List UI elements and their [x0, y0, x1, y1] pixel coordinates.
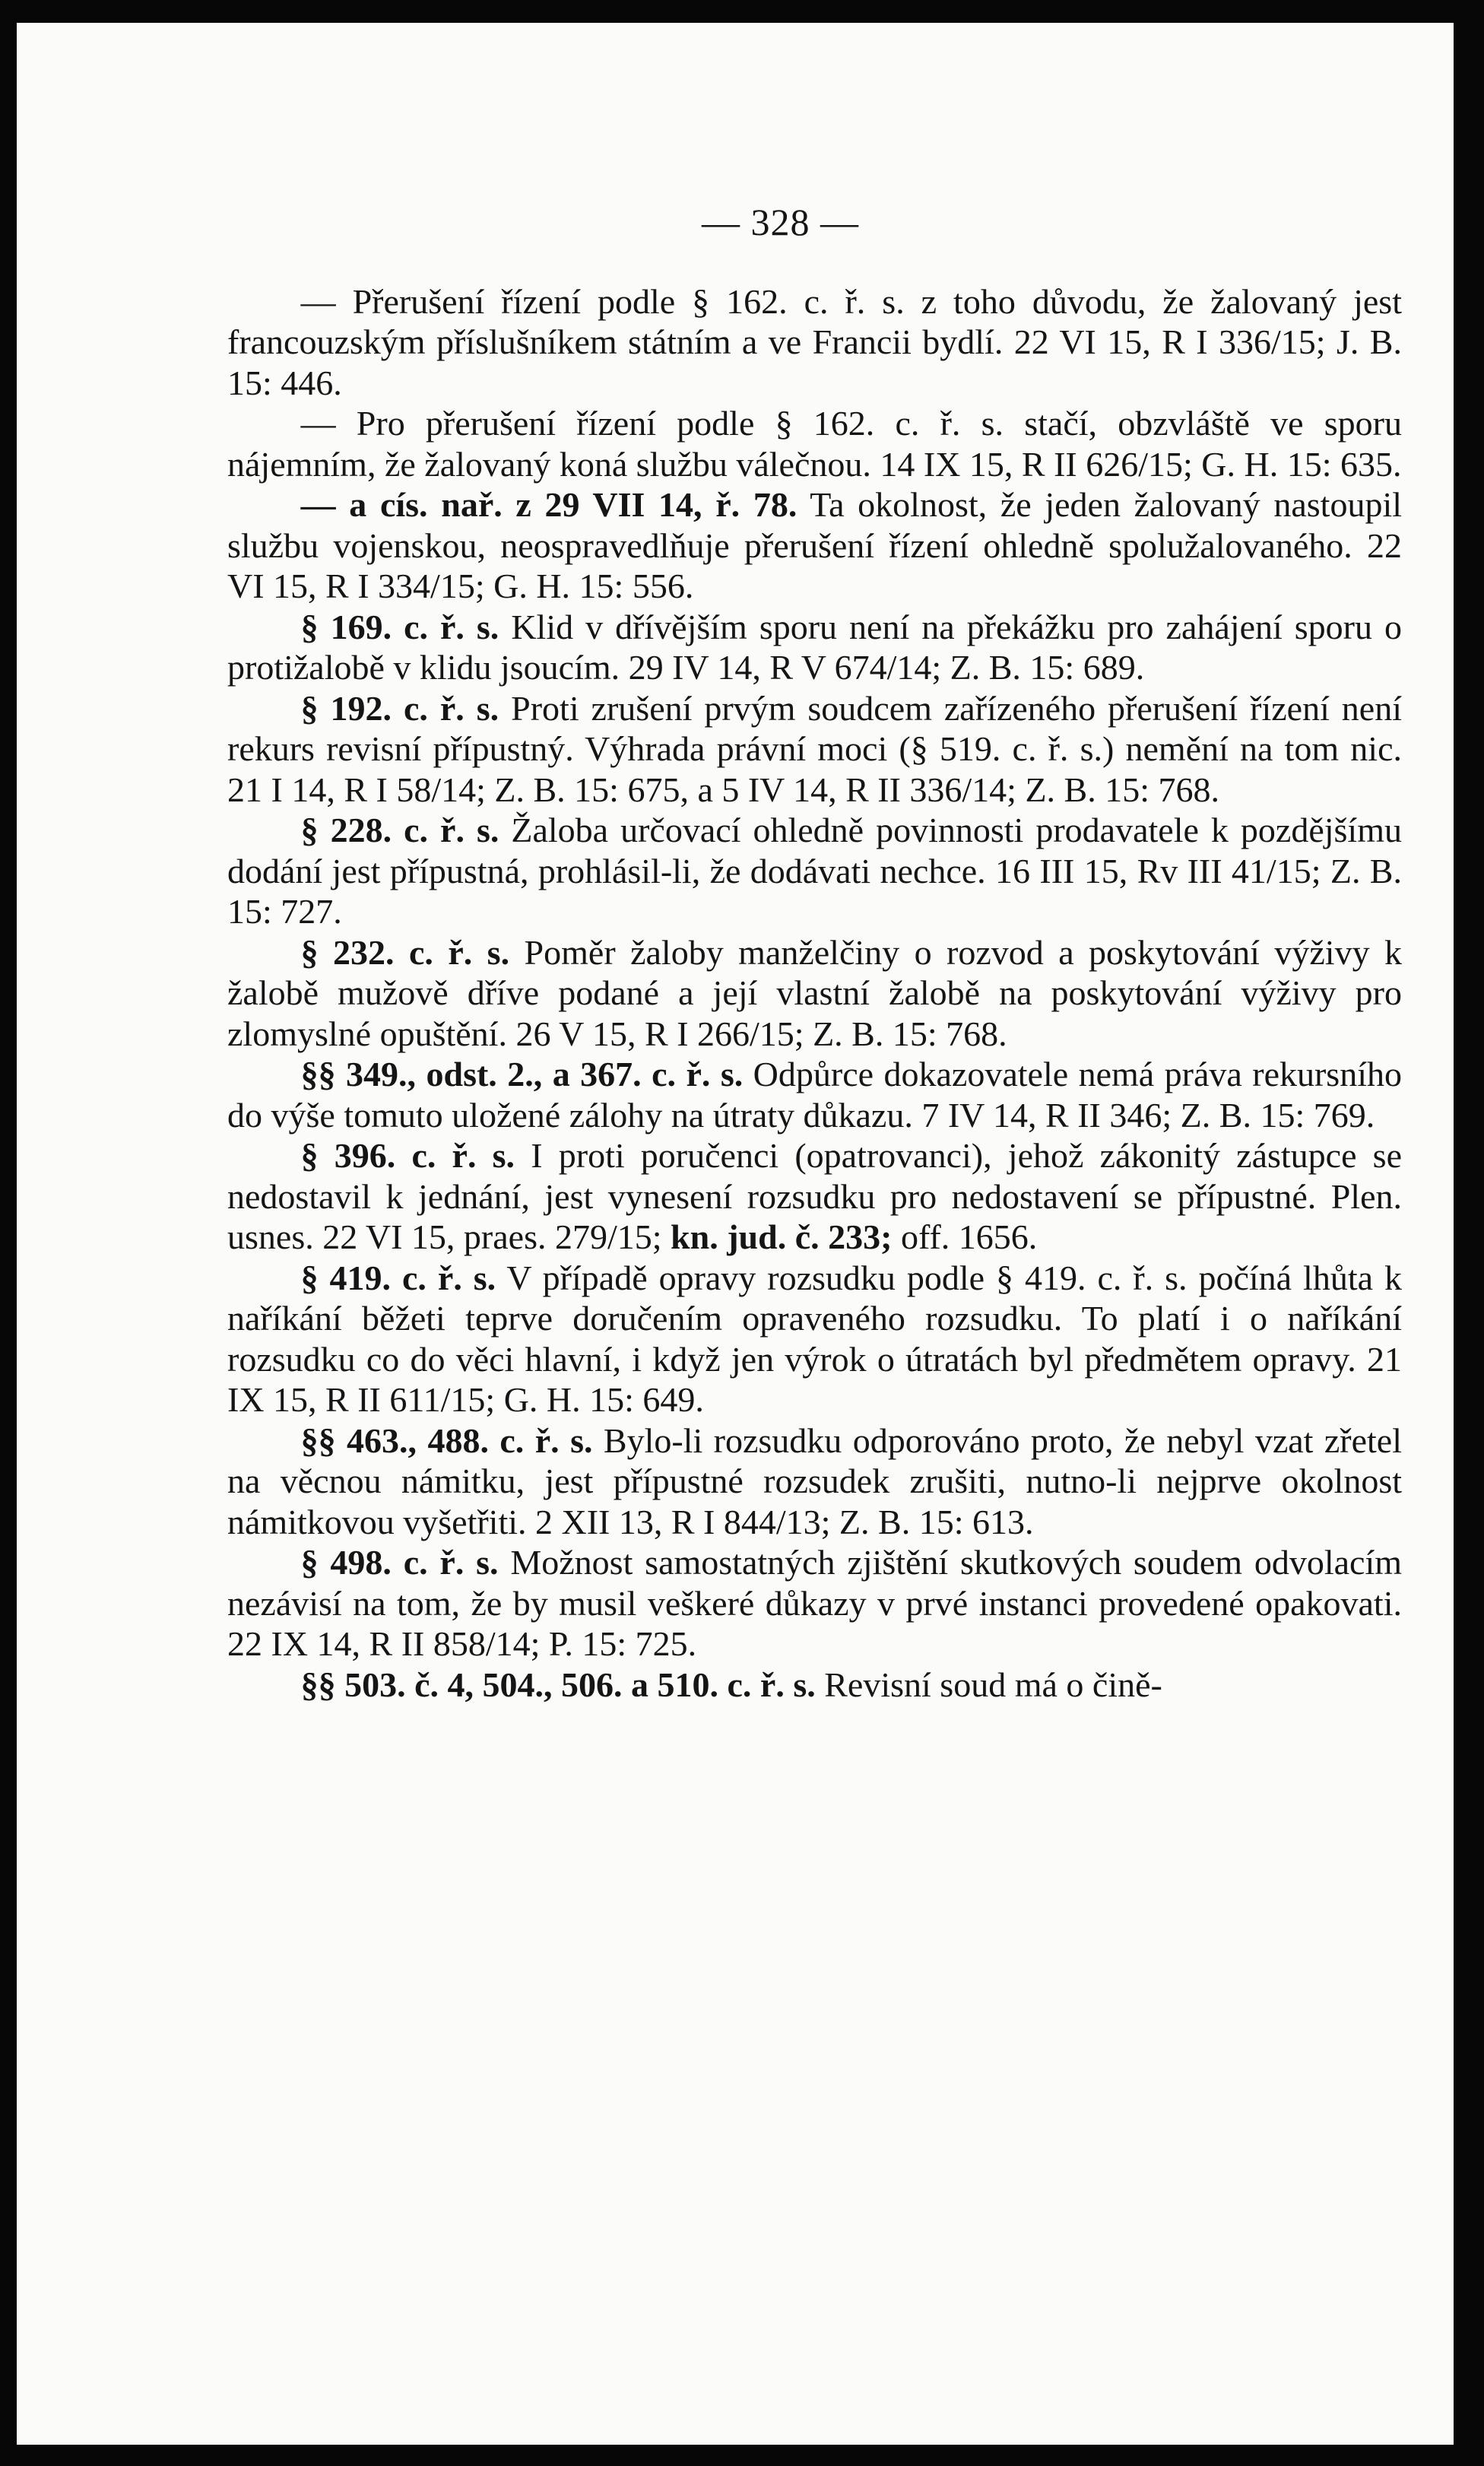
paragraph-12: § 498. c. ř. s. Možnost samostatných zjištění skutkových soudem odvolacím nezávisí na tom, že by musil veškeré důkazy v prvé instanci provedené opakovati. 22 IX 14, R II 858/14; P. 15: 725.: [227, 1543, 1402, 1663]
paragraph-12-heading: § 498. c. ř. s.: [300, 1543, 499, 1582]
paragraph-9-heading: § 396. c. ř. s.: [300, 1136, 515, 1175]
paragraph-11: §§ 463., 488. c. ř. s. Bylo-li rozsudku odporováno proto, že nebyl vzat zřetel na věcnou námitku, jest přípustné rozsudek zrušiti, nutno-li nejprve okolnost námitkovou vyšetřiti. 2 XII 13, R I 844/13; Z. B. 15: 613.: [227, 1420, 1402, 1541]
paragraph-7-heading: § 232. c. ř. s.: [300, 932, 510, 972]
paragraph-2: — Pro přerušení řízení podle § 162. c. ř. s. stačí, obzvláště ve sporu nájemním, že žalovaný koná službu válečnou. 14 IX 15, R II 626/15; G. H. 15: 635.: [227, 404, 1402, 484]
paragraph-4: § 169. c. ř. s. Klid v dřívějším sporu není na překážku pro zahájení sporu o protižalobě v klidu jsoucím. 29 IV 14, R V 674/14; Z. B. 15: 689.: [227, 607, 1402, 687]
paragraph-1: — Přerušení řízení podle § 162. c. ř. s. z toho důvodu, že žalovaný jest francouzským příslušníkem státním a ve Francii bydlí. 22 VI 15, R I 336/15; J. B. 15: 446.: [227, 281, 1402, 402]
paragraph-7: § 232. c. ř. s. Poměr žaloby manželčiny o rozvod a poskytování výživy k žalobě mužově dříve podané a její vlastní žalobě na poskytování výživy pro zlomyslné opuštění. 26 V 15, R I 266/15; Z. B. 15: 768.: [227, 932, 1403, 1053]
paragraph-3-heading: — a cís. nař. z 29 VII 14, ř. 78.: [300, 485, 797, 524]
paragraph-8-heading: §§ 349., odst. 2., a 367. c. ř. s.: [300, 1055, 744, 1093]
paragraph-4-heading: § 169. c. ř. s.: [300, 607, 499, 646]
paragraph-13-heading: §§ 503. č. 4, 504., 506. a 510. c. ř. s.: [300, 1665, 816, 1704]
paragraph-5: § 192. c. ř. s. Proti zrušení prvým soudcem zařízeného přerušení řízení není rekurs revisní přípustný. Výhrada právní moci (§ 519. c. ř. s.) nemění na tom nic. 21 I 14, R I 58/14; Z. B. 15: 675, a 5 IV 14, R II 336/14; Z. B. 15: 768.: [227, 688, 1403, 809]
page-text: [227, 202, 1402, 1705]
paragraph-9: § 396. c. ř. s. I proti poručenci (opatrovanci), jehož zákonitý zástupce se nedostavil k jednání, jest vynesení rozsudku pro nedostavení se přípustné. Plen. usnes. 22 VI 15, praes. 279/15; kn. jud. č. 233; off. 1656.: [227, 1136, 1402, 1256]
page-number: — 328 —: [702, 201, 859, 243]
paragraph-5-heading: § 192. c. ř. s.: [300, 688, 499, 728]
paragraph-9-reference: kn. jud. č. 233;: [671, 1217, 893, 1256]
paragraph-6: § 228. c. ř. s. Žaloba určovací ohledně povinnosti prodavatele k pozdějšímu dodání jest přípustná, prohlásil-li, že dodávati nechce. 16 III 15, Rv III 41/15; Z. B. 15: 727.: [227, 811, 1402, 931]
page-sheet: [17, 23, 1454, 2445]
paragraph-3: — a cís. nař. z 29 VII 14, ř. 78. Ta okolnost, že jeden žalovaný nastoupil službu vojenskou, neospravedlňuje přerušení řízení ohledně spolužalovaného. 22 VI 15, R I 334/15; G. H. 15: 556.: [227, 485, 1403, 605]
paragraph-11-heading: §§ 463., 488. c. ř. s.: [300, 1420, 593, 1460]
paragraph-10-heading: § 419. c. ř. s.: [300, 1258, 496, 1297]
paragraph-10: § 419. c. ř. s. V případě opravy rozsudku podle § 419. c. ř. s. počíná lhůta k naříkání běžeti teprve doručením opraveného rozsudku. To platí i o naříkání rozsudku co do věci hlavní, i když jen výrok o útratách byl předmětem opravy. 21 IX 15, R II 611/15; G. H. 15: 649.: [227, 1258, 1402, 1419]
paragraph-6-heading: § 228. c. ř. s.: [300, 811, 499, 849]
paragraph-8: §§ 349., odst. 2., a 367. c. ř. s. Odpůrce dokazovatele nemá práva rekursního do výše tomuto uložené zálohy na útraty důkazu. 7 IV 14, R II 346; Z. B. 15: 769.: [227, 1055, 1402, 1135]
paragraph-13: §§ 503. č. 4, 504., 506. a 510. c. ř. s. Revisní soud má o čině-: [300, 1665, 1162, 1704]
